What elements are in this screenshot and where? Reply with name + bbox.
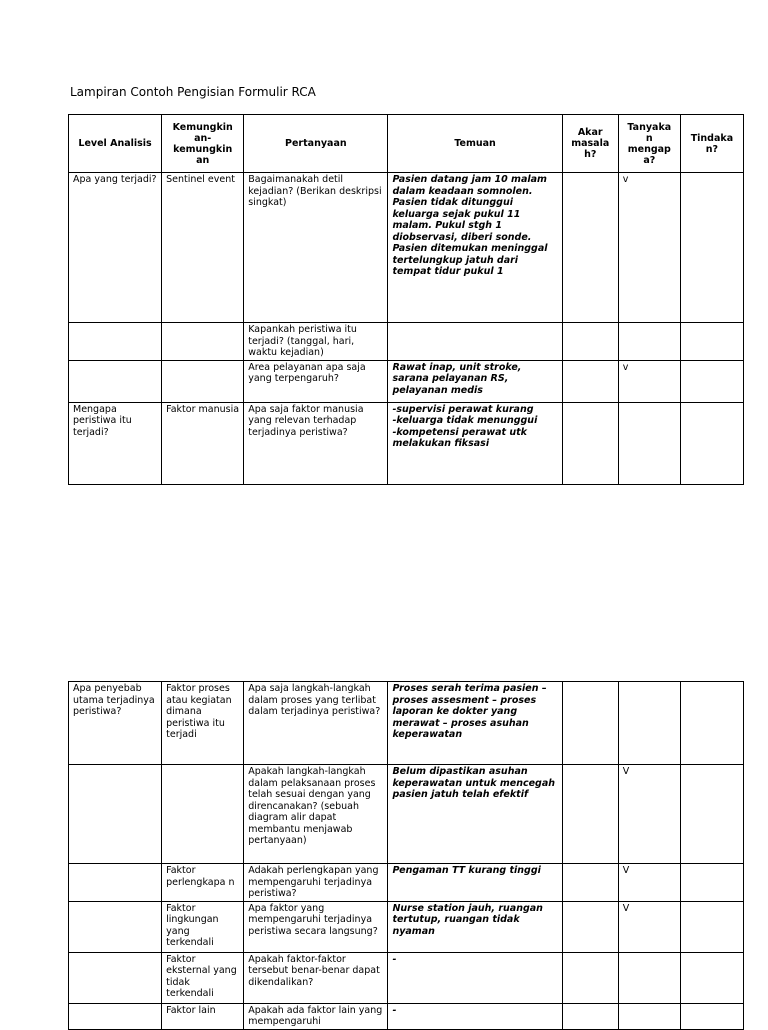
header-level-analisis: Level Analisis [69,115,162,173]
cell-pertanyaan: Bagaimanakah detil kejadian? (Berikan deskripsi singkat) [244,173,388,323]
cell-temuan: Proses serah terima pasien – proses assesment – proses laporan ke dokter yang merawat – proses asuhan keperawatan [388,682,562,765]
cell-tindakan [680,323,743,361]
cell-tanyakan-mengapa [618,323,680,361]
cell-kemungkinan: Faktor manusia [162,402,244,484]
table-row [69,1003,744,1029]
cell-akar-masalah [562,682,618,765]
cell-tindakan [680,765,743,864]
cell-akar-masalah [562,323,618,361]
cell-tanyakan-mengapa [618,952,680,1003]
cell-level-analisis [69,765,162,864]
cell-tindakan [680,682,743,765]
cell-level-analisis: Mengapa peristiwa itu terjadi? [69,402,162,484]
cell-akar-masalah [562,1003,618,1029]
cell-level-analisis: Apa yang terjadi? [69,173,162,323]
cell-tanyakan-mengapa: V [618,864,680,902]
cell-tanyakan-mengapa: v [618,173,680,323]
cell-kemungkinan: Faktor eksternal yang tidak terkendali [162,952,244,1003]
cell-akar-masalah [562,402,618,484]
table-row [69,402,744,484]
cell-temuan: - [388,952,562,1003]
header-tindakan: Tindaka n? [680,115,743,173]
cell-kemungkinan [162,765,244,864]
cell-kemungkinan: Sentinel event [162,173,244,323]
table-row [69,765,744,864]
cell-temuan: Rawat inap, unit stroke, sarana pelayanan RS, pelayanan medis [388,360,562,402]
cell-level-analisis [69,1003,162,1029]
cell-level-analisis [69,901,162,952]
cell-pertanyaan: Apa faktor yang mempengaruhi terjadinya peristiwa secara langsung? [244,901,388,952]
header-akar-masalah: Akar masala h? [562,115,618,173]
cell-akar-masalah [562,901,618,952]
cell-kemungkinan: Faktor lingkungan yang terkendali [162,901,244,952]
cell-temuan: Nurse station jauh, ruangan tertutup, ruangan tidak nyaman [388,901,562,952]
cell-temuan: Belum dipastikan asuhan keperawatan untuk mencegah pasien jatuh telah efektif [388,765,562,864]
cell-pertanyaan: Apakah langkah-langkah dalam pelaksanaan proses telah sesuai dengan yang direncanakan? (sebuah diagram alir dapat membantu menjawab pertanyaan) [244,765,388,864]
cell-pertanyaan: Apa saja faktor manusia yang relevan terhadap terjadinya peristiwa? [244,402,388,484]
cell-temuan: - [388,1003,562,1029]
cell-pertanyaan: Apa saja langkah-langkah dalam proses yang terlibat dalam terjadinya peristiwa? [244,682,388,765]
cell-tanyakan-mengapa: V [618,765,680,864]
cell-pertanyaan: Apakah ada faktor lain yang mempengaruhi [244,1003,388,1029]
cell-tindakan [680,402,743,484]
cell-tanyakan-mengapa [618,682,680,765]
cell-tindakan [680,1003,743,1029]
table-row [69,173,744,323]
table-row [69,864,744,902]
cell-pertanyaan: Area pelayanan apa saja yang terpengaruh? [244,360,388,402]
cell-kemungkinan: Faktor perlengkapa n [162,864,244,902]
cell-pertanyaan: Apakah faktor-faktor tersebut benar-benar dapat dikendalikan? [244,952,388,1003]
cell-level-analisis [69,952,162,1003]
cell-temuan: Pasien datang jam 10 malam dalam keadaan somnolen. Pasien tidak ditunggui keluarga sejak pukul 11 malam. Pukul stgh 1 diobservasi, diberi sonde. Pasien ditemukan meninggal tertelungkup jatuh dari tempat tidur pukul 1 [388,173,562,323]
document-title: Lampiran Contoh Pengisian Formulir RCA [70,85,316,99]
cell-tindakan [680,901,743,952]
cell-level-analisis [69,323,162,361]
cell-akar-masalah [562,864,618,902]
rca-table-1 [68,114,744,485]
cell-kemungkinan: Faktor proses atau kegiatan dimana peristiwa itu terjadi [162,682,244,765]
cell-tanyakan-mengapa [618,1003,680,1029]
table-row [69,952,744,1003]
cell-pertanyaan: Adakah perlengkapan yang mempengaruhi terjadinya peristiwa? [244,864,388,902]
table-row [69,360,744,402]
cell-tanyakan-mengapa: v [618,360,680,402]
cell-pertanyaan: Kapankah peristiwa itu terjadi? (tanggal, hari, waktu kejadian) [244,323,388,361]
cell-kemungkinan: Faktor lain [162,1003,244,1029]
cell-temuan: -supervisi perawat kurang -keluarga tidak menunggui -kompetensi perawat utk melakukan fiksasi [388,402,562,484]
cell-akar-masalah [562,765,618,864]
cell-kemungkinan [162,323,244,361]
cell-tindakan [680,173,743,323]
header-pertanyaan: Pertanyaan [244,115,388,173]
cell-akar-masalah [562,952,618,1003]
table-row [69,901,744,952]
cell-temuan: Pengaman TT kurang tinggi [388,864,562,902]
rca-table-2 [68,681,744,1030]
cell-kemungkinan [162,360,244,402]
cell-tanyakan-mengapa [618,402,680,484]
cell-tindakan [680,952,743,1003]
header-temuan: Temuan [388,115,562,173]
header-tanyakan-mengapa: Tanyaka n mengap a? [618,115,680,173]
cell-temuan [388,323,562,361]
cell-level-analisis: Apa penyebab utama terjadinya peristiwa? [69,682,162,765]
table-row [69,682,744,765]
cell-tindakan [680,864,743,902]
cell-level-analisis [69,864,162,902]
header-kemungkinan: Kemungkin an-kemungkin an [162,115,244,173]
cell-akar-masalah [562,173,618,323]
cell-tanyakan-mengapa: V [618,901,680,952]
table-header-row [69,115,744,173]
cell-level-analisis [69,360,162,402]
cell-akar-masalah [562,360,618,402]
cell-tindakan [680,360,743,402]
table-row [69,323,744,361]
